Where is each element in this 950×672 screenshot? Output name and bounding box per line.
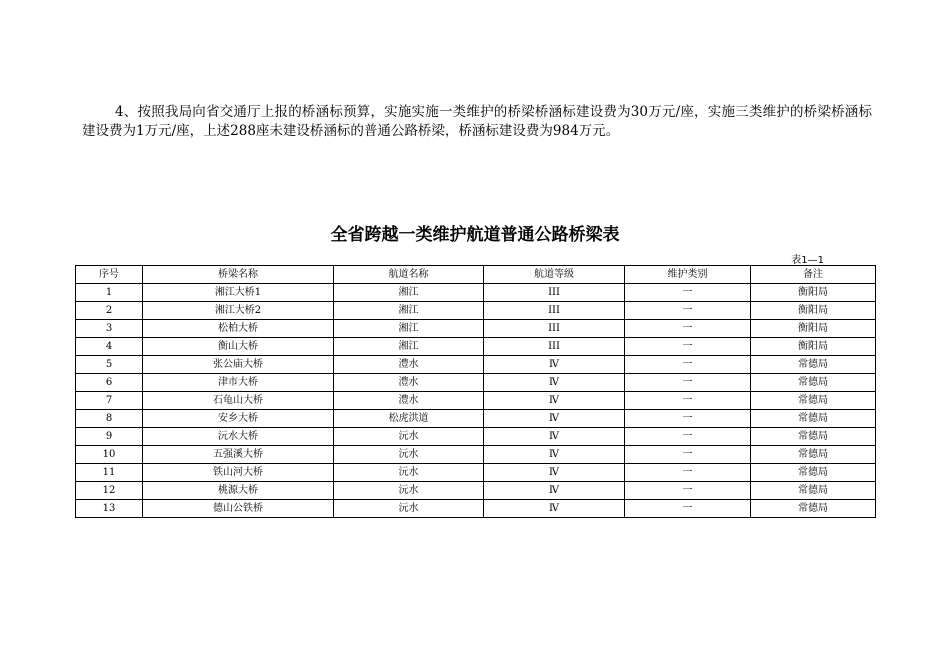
cell-waterway-grade: III [484, 284, 625, 302]
table-row [76, 374, 876, 392]
header-remarks: 备注 [751, 266, 876, 284]
cell-seq: 8 [76, 410, 143, 428]
cell-remarks: 衡阳局 [751, 338, 876, 356]
cell-waterway-grade: III [484, 338, 625, 356]
table-row [76, 446, 876, 464]
body-paragraph: 4、按照我局向省交通厅上报的桥涵标预算，实施实施一类维护的桥梁桥涵标建设费为30万元/座，实施三类维护的桥梁桥涵标建设费为1万元/座，上述288座未建设桥涵标的普通公路桥梁，桥涵标建设费为984万元。 [82, 104, 872, 139]
cell-bridge-name: 五强溪大桥 [143, 446, 334, 464]
cell-seq: 1 [76, 284, 143, 302]
cell-bridge-name: 德山公铁桥 [143, 500, 334, 518]
cell-maintenance-class: 一 [625, 302, 751, 320]
cell-bridge-name: 安乡大桥 [143, 410, 334, 428]
cell-maintenance-class: 一 [625, 392, 751, 410]
cell-maintenance-class: 一 [625, 284, 751, 302]
cell-waterway-name: 湘江 [334, 302, 484, 320]
cell-waterway-name: 松虎洪道 [334, 410, 484, 428]
cell-seq: 9 [76, 428, 143, 446]
cell-remarks: 常德局 [751, 464, 876, 482]
cell-waterway-name: 沅水 [334, 446, 484, 464]
cell-waterway-grade: Ⅳ [484, 410, 625, 428]
cell-waterway-grade: III [484, 320, 625, 338]
table-number: 表1—1 [791, 255, 824, 266]
table-row [76, 482, 876, 500]
header-waterway-name: 航道名称 [334, 266, 484, 284]
cell-waterway-name: 沅水 [334, 500, 484, 518]
cell-seq: 11 [76, 464, 143, 482]
cell-waterway-name: 澧水 [334, 356, 484, 374]
cell-waterway-grade: Ⅳ [484, 500, 625, 518]
cell-waterway-grade: Ⅳ [484, 392, 625, 410]
cell-waterway-grade: III [484, 302, 625, 320]
cell-bridge-name: 湘江大桥1 [143, 284, 334, 302]
header-waterway-grade: 航道等级 [484, 266, 625, 284]
cell-waterway-name: 澧水 [334, 374, 484, 392]
cell-seq: 3 [76, 320, 143, 338]
cell-bridge-name: 石龟山大桥 [143, 392, 334, 410]
table-row [76, 302, 876, 320]
table-row [76, 284, 876, 302]
table-header-row [76, 266, 876, 284]
cell-remarks: 常德局 [751, 410, 876, 428]
cell-bridge-name: 铁山河大桥 [143, 464, 334, 482]
table-row [76, 320, 876, 338]
cell-waterway-grade: Ⅳ [484, 428, 625, 446]
table-row [76, 392, 876, 410]
table-row [76, 338, 876, 356]
cell-waterway-name: 湘江 [334, 284, 484, 302]
cell-maintenance-class: 一 [625, 464, 751, 482]
cell-remarks: 常德局 [751, 428, 876, 446]
cell-maintenance-class: 一 [625, 410, 751, 428]
cell-maintenance-class: 一 [625, 374, 751, 392]
cell-waterway-grade: Ⅳ [484, 374, 625, 392]
cell-bridge-name: 衡山大桥 [143, 338, 334, 356]
cell-seq: 6 [76, 374, 143, 392]
cell-waterway-name: 湘江 [334, 338, 484, 356]
cell-maintenance-class: 一 [625, 446, 751, 464]
cell-waterway-grade: Ⅳ [484, 356, 625, 374]
header-seq: 序号 [76, 266, 143, 284]
cell-waterway-grade: Ⅳ [484, 464, 625, 482]
cell-bridge-name: 湘江大桥2 [143, 302, 334, 320]
cell-waterway-name: 沅水 [334, 428, 484, 446]
cell-bridge-name: 沅水大桥 [143, 428, 334, 446]
cell-seq: 7 [76, 392, 143, 410]
cell-maintenance-class: 一 [625, 482, 751, 500]
cell-bridge-name: 津市大桥 [143, 374, 334, 392]
cell-remarks: 常德局 [751, 392, 876, 410]
cell-maintenance-class: 一 [625, 338, 751, 356]
cell-waterway-grade: Ⅳ [484, 446, 625, 464]
cell-remarks: 常德局 [751, 500, 876, 518]
table-row [76, 410, 876, 428]
cell-waterway-grade: Ⅳ [484, 482, 625, 500]
cell-seq: 13 [76, 500, 143, 518]
cell-maintenance-class: 一 [625, 500, 751, 518]
cell-seq: 4 [76, 338, 143, 356]
header-maintenance-class: 维护类别 [625, 266, 751, 284]
cell-maintenance-class: 一 [625, 320, 751, 338]
cell-remarks: 衡阳局 [751, 302, 876, 320]
table-row [76, 500, 876, 518]
table-title: 全省跨越一类维护航道普通公路桥梁表 [330, 225, 620, 245]
bridge-table [75, 265, 876, 518]
cell-remarks: 衡阳局 [751, 320, 876, 338]
table-row [76, 464, 876, 482]
cell-seq: 2 [76, 302, 143, 320]
cell-maintenance-class: 一 [625, 428, 751, 446]
cell-seq: 12 [76, 482, 143, 500]
cell-bridge-name: 桃源大桥 [143, 482, 334, 500]
cell-bridge-name: 张公庙大桥 [143, 356, 334, 374]
cell-waterway-name: 沅水 [334, 482, 484, 500]
cell-remarks: 常德局 [751, 356, 876, 374]
cell-waterway-name: 湘江 [334, 320, 484, 338]
cell-waterway-name: 沅水 [334, 464, 484, 482]
cell-seq: 5 [76, 356, 143, 374]
cell-maintenance-class: 一 [625, 356, 751, 374]
cell-remarks: 衡阳局 [751, 284, 876, 302]
cell-waterway-name: 澧水 [334, 392, 484, 410]
cell-bridge-name: 松柏大桥 [143, 320, 334, 338]
cell-remarks: 常德局 [751, 482, 876, 500]
header-bridge-name: 桥梁名称 [143, 266, 334, 284]
table-body [76, 284, 876, 518]
table-row [76, 428, 876, 446]
table-row [76, 356, 876, 374]
cell-remarks: 常德局 [751, 446, 876, 464]
cell-seq: 10 [76, 446, 143, 464]
cell-remarks: 常德局 [751, 374, 876, 392]
